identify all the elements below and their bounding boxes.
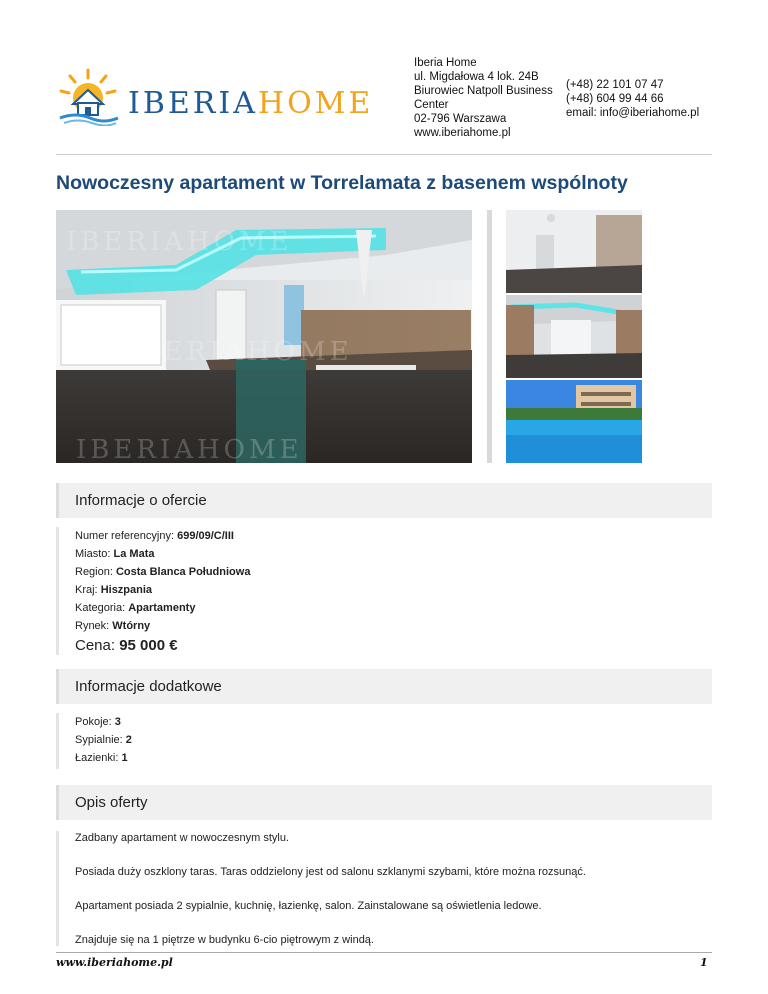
- watermark: IBERIAHOME: [76, 435, 303, 463]
- country-row: Kraj: Hiszpania: [75, 584, 153, 596]
- photo-divider: [487, 210, 492, 463]
- company-address: [414, 56, 553, 140]
- category-row: Kategoria: Apartamenty: [75, 602, 196, 614]
- watermark: IBERIAHOME: [126, 337, 353, 367]
- main-listing-photo[interactable]: [56, 210, 472, 463]
- reference-number-row: Numer referencyjny: 699/09/C/III: [75, 530, 234, 542]
- section-header-offer: [56, 483, 712, 518]
- interior-kitchen-image: [56, 210, 472, 463]
- bathrooms-row: Łazienki: 1: [75, 752, 128, 764]
- section-title: Opis oferty: [75, 794, 148, 811]
- region-row: Region: Costa Blanca Południowa: [75, 566, 251, 578]
- header-divider: [56, 154, 712, 155]
- city-row: Miasto: La Mata: [75, 548, 155, 560]
- phone-number[interactable]: (+48) 22 101 07 47: [566, 79, 664, 91]
- footer-website[interactable]: www.iberiahome.pl: [56, 956, 173, 969]
- page-header: [56, 56, 712, 146]
- interior-hallway-image: [506, 210, 642, 293]
- website-link[interactable]: www.iberiahome.pl: [414, 127, 511, 139]
- section-header-extra: [56, 669, 712, 704]
- description-paragraph: Zadbany apartament w nowoczesnym stylu.: [75, 832, 289, 844]
- section-title: Informacje dodatkowe: [75, 678, 222, 695]
- company-contact: [566, 78, 699, 120]
- phone-number[interactable]: (+48) 604 99 44 66: [566, 93, 664, 105]
- extra-details: [56, 713, 712, 769]
- bedrooms-row: Sypialnie: 2: [75, 734, 132, 746]
- offer-details: [56, 527, 712, 655]
- price-row: Cena: 95 000 €: [75, 637, 178, 654]
- listing-title: Nowoczesny apartament w Torrelamata z basenem wspólnoty: [56, 172, 628, 194]
- address-line: Iberia Home: [414, 57, 477, 69]
- rooms-row: Pokoje: 3: [75, 716, 121, 728]
- footer-divider: [56, 952, 712, 953]
- watermark: IBERIAHOME: [66, 227, 293, 257]
- interior-living-room-image: [506, 295, 642, 378]
- description-text: [56, 831, 712, 946]
- page-number: 1: [700, 956, 708, 969]
- thumbnail-photo[interactable]: [506, 380, 642, 463]
- description-paragraph: Posiada duży oszklony taras. Taras oddzielony jest od salonu szklanymi szybami, które można rozsunąć.: [75, 866, 586, 878]
- address-line: 02-796 Warszawa: [414, 113, 507, 125]
- description-paragraph: Znajduje się na 1 piętrze w budynku 6-cio piętrowym z windą.: [75, 934, 374, 946]
- market-row: Rynek: Wtórny: [75, 620, 151, 632]
- section-title: Informacje o ofercie: [75, 492, 207, 509]
- address-line: Center: [414, 99, 449, 111]
- sun-house-icon: [56, 66, 120, 126]
- logo-wordmark: IBERIAHOME: [128, 86, 374, 121]
- section-header-description: [56, 785, 712, 820]
- thumbnail-photo[interactable]: [506, 210, 642, 293]
- address-line: ul. Migdałowa 4 lok. 24B: [414, 71, 539, 83]
- iberiahome-logo: [56, 66, 376, 126]
- description-paragraph: Apartament posiada 2 sypialnie, kuchnię, łazienkę, salon. Zainstalowane są oświetlenia ledowe.: [75, 900, 542, 912]
- pool-exterior-image: [506, 380, 642, 463]
- thumbnail-photo[interactable]: [506, 295, 642, 378]
- address-line: Biurowiec Natpoll Business: [414, 85, 553, 97]
- email-link[interactable]: email: info@iberiahome.pl: [566, 107, 700, 119]
